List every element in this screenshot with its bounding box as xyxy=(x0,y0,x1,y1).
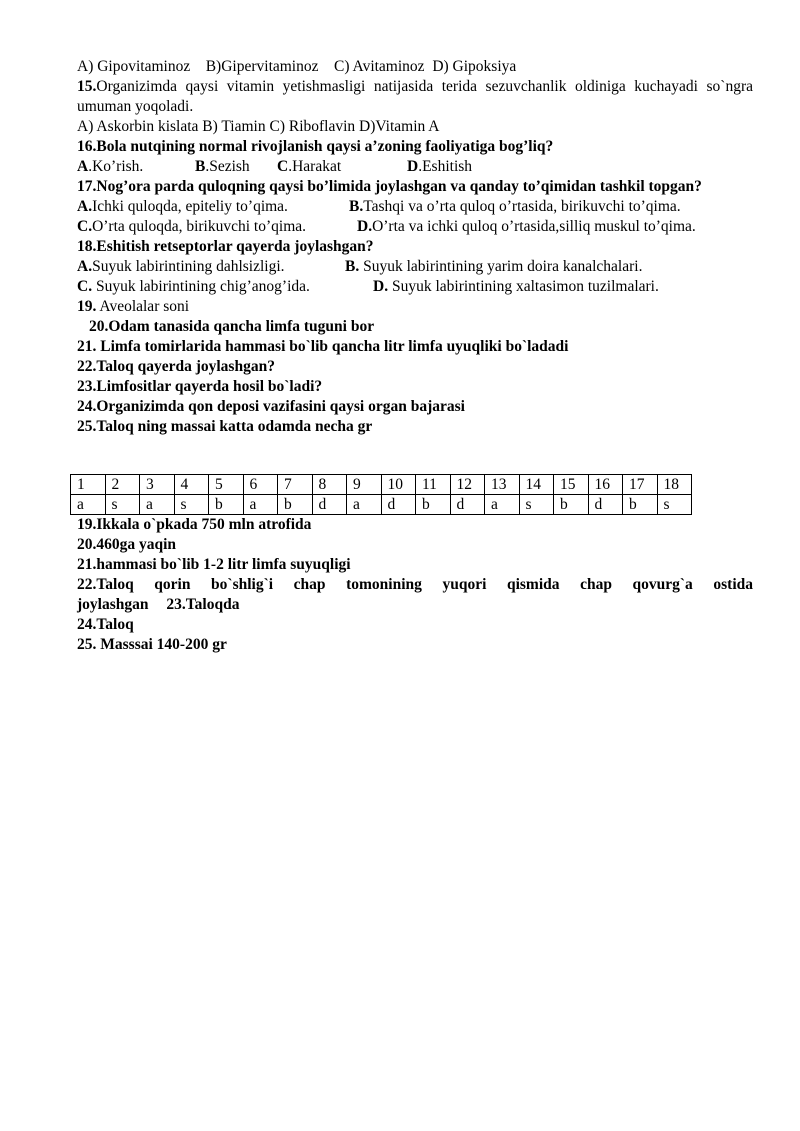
answer-table-answer-cell: a xyxy=(243,495,278,515)
answer-table-answer-cell: a xyxy=(140,495,175,515)
q16-option-b: B.Sezish xyxy=(195,158,250,175)
answer-table-number-cell: 2 xyxy=(105,475,140,495)
q18-options-row1 xyxy=(77,257,753,277)
answer-table-number-cell: 15 xyxy=(554,475,589,495)
answer-23: 23.Taloqda xyxy=(166,596,240,613)
answer-table-answer-cell: b xyxy=(623,495,658,515)
q15-text: Organizimda qaysi vitamin yetishmasligi natijasida terida sezuvchanlik oldiniga kuchayadi so`ngra umuman yoqoladi. xyxy=(77,78,753,115)
answer-table-answer-cell: s xyxy=(105,495,140,515)
q15-option-d: D)Vitamin A xyxy=(359,118,440,135)
answer-table xyxy=(70,474,692,515)
q19-question xyxy=(77,297,753,317)
answer-table-number-cell: 13 xyxy=(485,475,520,495)
q16-question: 16.Bola nutqining normal rivojlanish qaysi a’zoning faoliyatiga bog’liq? xyxy=(77,138,554,155)
q15-option-a: A) Askorbin kislata xyxy=(77,118,199,135)
answer-table-number-cell: 7 xyxy=(278,475,313,495)
answer-table-number-cell: 10 xyxy=(381,475,416,495)
q17-options-row1 xyxy=(77,197,753,217)
q15-question xyxy=(77,77,753,117)
q17-option-b: B.Tashqi va o’rta quloq o’rtasida, birikuvchi to’qima. xyxy=(349,198,681,215)
q14-option-a: A) Gipovitaminoz xyxy=(77,58,191,75)
answer-table-answer-cell: s xyxy=(174,495,209,515)
answer-21: 21.hammasi bo`lib 1-2 litr limfa suyuqligi xyxy=(77,556,351,573)
answer-table-number-cell: 8 xyxy=(312,475,347,495)
answer-table-number-cell: 14 xyxy=(519,475,554,495)
q23-question: 23.Limfositlar qayerda hosil bo`ladi? xyxy=(77,378,323,395)
q19-text: Aveolalar soni xyxy=(96,298,190,315)
answer-table-answer-cell: b xyxy=(554,495,589,515)
q18-option-c: C. Suyuk labirintining chig’anog’ida. xyxy=(77,278,310,295)
answer-table-number-cell: 11 xyxy=(416,475,451,495)
q14-option-d: D) Gipoksiya xyxy=(432,58,517,75)
answer-table-number-cell: 16 xyxy=(588,475,623,495)
q14-options xyxy=(77,57,753,77)
q15-number: 15. xyxy=(77,78,97,95)
q17-question: 17.Nog’ora parda quloqning qaysi bo’limida joylashgan va qanday to’qimidan tashkil topgan? xyxy=(77,178,702,195)
q17-option-d: D.O’rta va ichki quloq o’rtasida,silliq muskul to’qima. xyxy=(357,218,696,235)
q16-option-c: C.Harakat xyxy=(277,158,342,175)
answer-table-number-cell: 4 xyxy=(174,475,209,495)
answer-25: 25. Masssai 140-200 gr xyxy=(77,636,227,653)
q17-options-row2 xyxy=(77,217,753,237)
answer-table-number-cell: 5 xyxy=(209,475,244,495)
q16-option-d: D.Eshitish xyxy=(407,158,473,175)
answer-table-answer-cell: a xyxy=(71,495,106,515)
q24-question: 24.Organizimda qon deposi vazifasini qaysi organ bajarasi xyxy=(77,398,465,415)
q17-option-a: A.Ichki quloqda, epiteliy to’qima. xyxy=(77,198,288,215)
q18-option-b: B. Suyuk labirintining yarim doira kanalchalari. xyxy=(345,258,643,275)
q14-option-c: C) Avitaminoz xyxy=(334,58,425,75)
answer-table-answer-cell: b xyxy=(278,495,313,515)
answer-24: 24.Taloq xyxy=(77,616,134,633)
answer-22: 22.Taloq qorin bo`shlig`i chap tomonining yuqori qismida chap qovurg`a ostida joylashgan xyxy=(77,576,753,613)
answer-table-answer-cell: a xyxy=(347,495,382,515)
answer-table-number-cell: 1 xyxy=(71,475,106,495)
answer-table-answer-cell: a xyxy=(485,495,520,515)
answer-table-answer-cell: d xyxy=(312,495,347,515)
q18-option-d: D. Suyuk labirintining xaltasimon tuzilmalari. xyxy=(373,278,659,295)
document-page xyxy=(77,57,753,655)
answer-19: 19.Ikkala o`pkada 750 mln atrofida xyxy=(77,516,312,533)
answer-table-answer-cell: s xyxy=(519,495,554,515)
answer-table-answer-cell: d xyxy=(450,495,485,515)
answer-table-answer-cell: b xyxy=(209,495,244,515)
q21-question: 21. Limfa tomirlarida hammasi bo`lib qancha litr limfa uyuqliki bo`ladadi xyxy=(77,338,569,355)
q20-question: 20.Odam tanasida qancha limfa tuguni bor xyxy=(89,318,375,335)
q18-options-row2 xyxy=(77,277,753,297)
q15-options xyxy=(77,117,753,137)
q14-option-b: B)Gipervitaminoz xyxy=(205,58,319,75)
answer-table-number-cell: 18 xyxy=(657,475,692,495)
q18-option-a: A.Suyuk labirintining dahlsizligi. xyxy=(77,258,285,275)
answer-table-answer-cell: b xyxy=(416,495,451,515)
q22-question: 22.Taloq qayerda joylashgan? xyxy=(77,358,275,375)
answer-table-answer-cell: d xyxy=(588,495,623,515)
q25-question: 25.Taloq ning massai katta odamda necha gr xyxy=(77,418,373,435)
answer-table-answer-cell: d xyxy=(381,495,416,515)
q16-options xyxy=(77,157,753,177)
answer-table-answer-cell: s xyxy=(657,495,692,515)
answer-table-number-cell: 6 xyxy=(243,475,278,495)
answer-20: 20.460ga yaqin xyxy=(77,536,177,553)
answer-table-numbers-row xyxy=(71,475,692,495)
q18-question: 18.Eshitish retseptorlar qayerda joylashgan? xyxy=(77,238,374,255)
q15-option-c: C) Riboflavin xyxy=(269,118,356,135)
answer-table-number-cell: 9 xyxy=(347,475,382,495)
answer-table-answers-row xyxy=(71,495,692,515)
q16-option-a: A.Ko’rish. xyxy=(77,158,144,175)
q15-option-b: B) Tiamin xyxy=(202,118,266,135)
q19-number: 19. xyxy=(77,298,97,315)
answer-table-number-cell: 12 xyxy=(450,475,485,495)
answer-22-23 xyxy=(77,575,753,615)
q17-option-c: C.O’rta quloqda, birikuvchi to’qima. xyxy=(77,218,307,235)
answer-table-number-cell: 17 xyxy=(623,475,658,495)
answer-table-number-cell: 3 xyxy=(140,475,175,495)
